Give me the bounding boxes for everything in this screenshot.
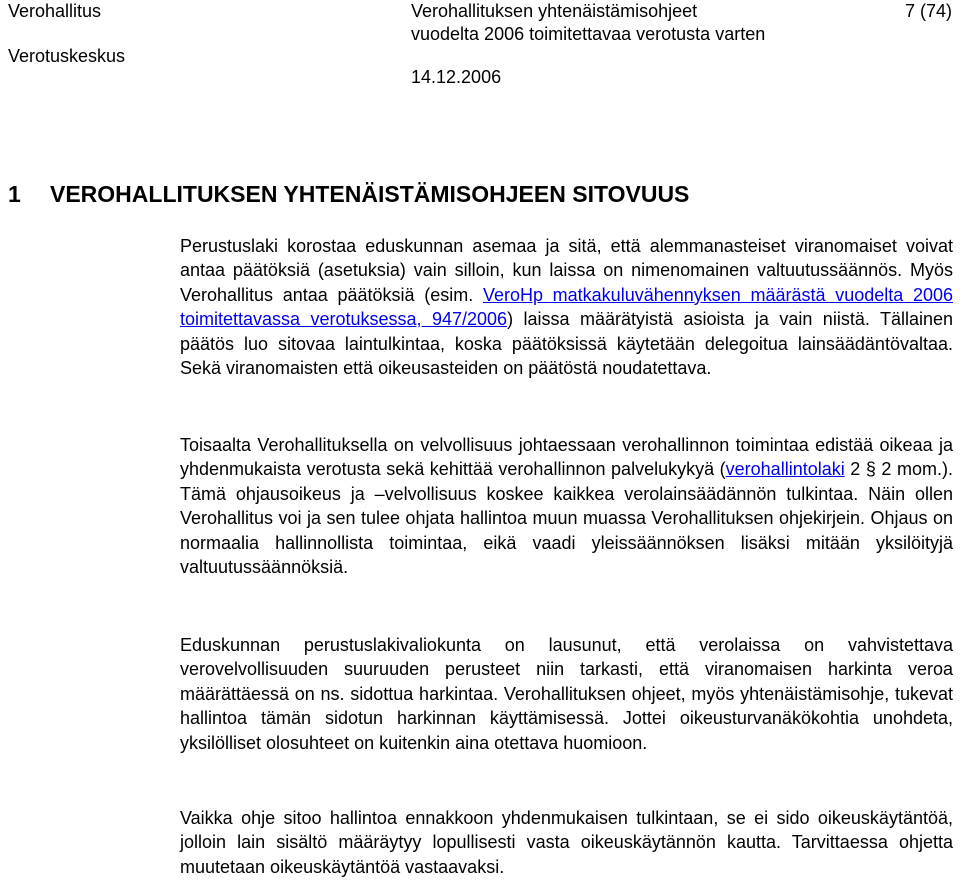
paragraph-2 xyxy=(180,433,953,579)
header-unit: Verotuskeskus xyxy=(8,46,126,66)
veroHp-decision-link[interactable]: VeroHp matkakuluvähennyksen määrästä vuodelta 2006 toimitettavassa verotuksessa, 947/2006 xyxy=(180,284,953,330)
paragraph-1 xyxy=(180,234,953,380)
header-page-number: 7 (74) xyxy=(904,1,952,21)
paragraph-2-text-before: Toisaalta Verohallituksella on velvollisuus johtaessaan verohallinnon toimintaa edistää oikeaa ja yhdenmukaista verotusta sekä kehittää verohallinnon palvelukykyä ( xyxy=(180,435,953,480)
header-date: 14.12.2006 xyxy=(411,67,502,87)
header-title-line1: Verohallituksen yhtenäistämisohjeet xyxy=(411,1,698,21)
paragraph-3: Eduskunnan perustuslakivaliokunta on lausunut, että verolaissa on vahvistettava verovelvollisuuden suuruuden perusteet niin tarkasti, että viranomaisen harkinta veroa määrättäessä on ns. sidottua harkintaa. Verohallituksen ohjeet, myös yhtenäistämisohje, tukevat hallintoa tämän sidotun harkinnan käyttämisessä. Jottei oikeusturvanäkökohtia unohdeta, yksilölliset olosuhteet on kuitenkin aina otettava huomioon. xyxy=(180,635,953,753)
section-heading xyxy=(8,180,689,208)
paragraph-2-text-after: 2 § 2 mom.). Tämä ohjausoikeus ja –velvollisuus koskee kaikkea verolainsäädännön tulkintaa. Näin ollen Verohallitus voi ja sen tulee ohjata hallintoa muun muassa Verohallituksen ohjekirjein. Ohjaus on normaalia hallinnollista toimintaa, eikä vaadi yleissäännöksen lisäksi mitään yksilöityjä valtuutussäännöksiä. xyxy=(180,459,953,578)
header-title-line2: vuodelta 2006 toimitettavaa verotusta varten xyxy=(411,24,766,44)
header-org: Verohallitus xyxy=(8,1,102,21)
section-title: VEROHALLITUKSEN YHTENÄISTÄMISOHJEEN SITOVUUS xyxy=(50,181,690,207)
paragraph-4: Vaikka ohje sitoo hallintoa ennakkoon yhdenmukaisen tulkintaan, se ei sido oikeuskäytäntöä, jolloin lain sisältö määräytyy lopullisesti vasta oikeuskäytännön kautta. Tarvittaessa ohjetta muutetaan oikeuskäytäntöä vastaavaksi. xyxy=(180,808,953,877)
verohallintolaki-link[interactable]: verohallintolaki xyxy=(725,459,845,480)
paragraph-1-text-before: Perustuslaki korostaa eduskunnan asemaa ja sitä, että alemmanasteiset viranomaiset voivat antaa päätöksiä (asetuksia) vain silloin, kun laissa on nimenomainen valtuutussäännös. Myös Verohallitus antaa päätöksiä (esim. xyxy=(180,236,953,305)
section-number: 1 xyxy=(8,181,21,207)
paragraph-1-text-after: ) laissa määrätyistä asioista ja vain niistä. Tällainen päätös luo sitovaa laintulkintaa, koska päätöksissä käytetään delegoitua lainsäädäntövaltaa. Sekä viranomaisten että oikeusasteiden on päätöstä noudatettava. xyxy=(180,309,953,379)
